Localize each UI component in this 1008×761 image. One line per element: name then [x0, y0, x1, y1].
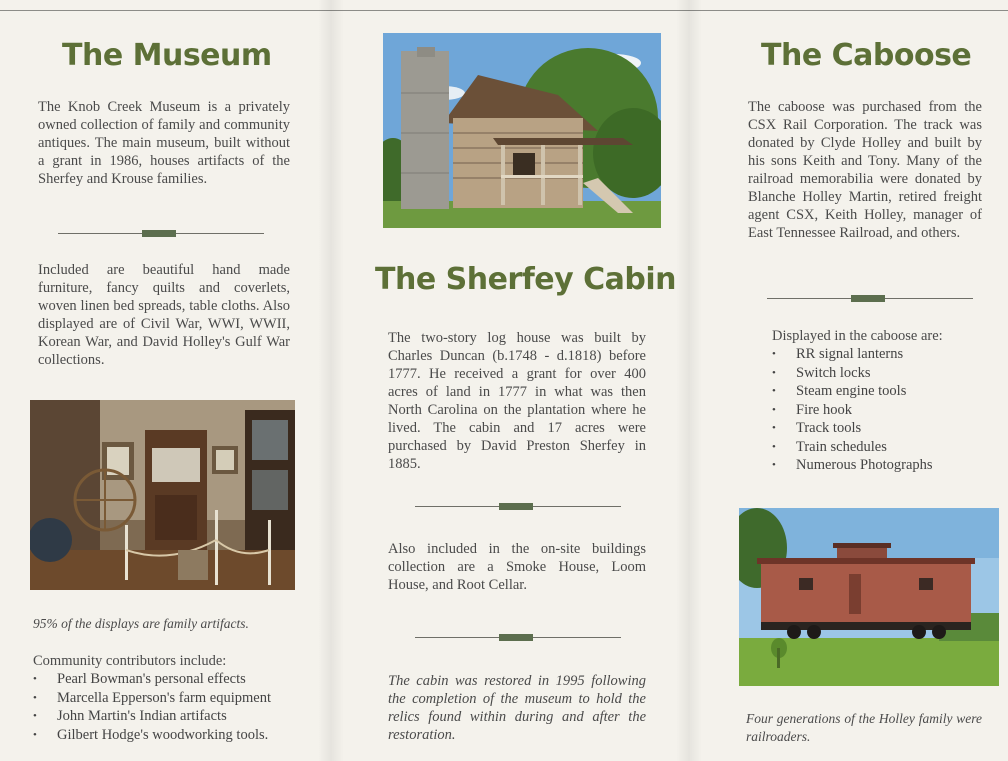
museum-interior-photo — [30, 400, 295, 590]
list-item: • Switch locks — [772, 364, 992, 383]
museum-panel — [0, 0, 330, 761]
museum-collections: Included are beautiful hand made furniture, fancy quilts and coverlets, woven linen bed spreads, table cloths. Also displayed are of Civil War, WWI, WWII, Korean War, and David Holley's Gulf War collections. — [38, 262, 290, 368]
museum-intro: The Knob Creek Museum is a privately owned collection of family and community antiques. The main museum, built without a grant in 1986, houses artifacts of the Sherfey and Krouse families. — [38, 99, 290, 187]
list-item: • Steam engine tools — [772, 382, 992, 401]
cabin-title: The Sherfey Cabin — [375, 262, 676, 297]
list-item: • John Martin's Indian artifacts — [33, 707, 323, 726]
museum-photo-caption: 95% of the displays are family artifacts. — [33, 616, 249, 631]
caboose-photo — [739, 508, 999, 686]
list-item: • Pearl Bowman's personal effects — [33, 670, 323, 689]
caboose-panel — [690, 0, 1008, 761]
list-item: • Gilbert Hodge's woodworking tools. — [33, 726, 323, 745]
list-item: • Fire hook — [772, 401, 992, 420]
contributors-heading: Community contributors include: — [33, 653, 227, 669]
caboose-divider-1 — [767, 298, 973, 299]
list-item: • RR signal lanterns — [772, 345, 992, 364]
list-item: • Numerous Photographs — [772, 456, 992, 475]
caboose-photo-caption: Four generations of the Holley family were railroaders. — [746, 711, 982, 744]
cabin-divider-1 — [415, 506, 621, 507]
caboose-title: The Caboose — [761, 38, 972, 73]
list-item: • Track tools — [772, 419, 992, 438]
list-item: • Marcella Epperson's farm equipment — [33, 689, 323, 708]
caboose-list-heading: Displayed in the caboose are: — [772, 328, 943, 344]
museum-title: The Museum — [62, 38, 272, 73]
contributors-list — [33, 670, 323, 744]
cabin-divider-2 — [415, 637, 621, 638]
cabin-buildings: Also included in the on-site buildings collection are a Smoke House, Loom House, and Root Cellar. — [388, 541, 646, 593]
caboose-items-list — [772, 345, 992, 475]
list-item: • Train schedules — [772, 438, 992, 457]
cabin-restoration: The cabin was restored in 1995 following the completion of the museum to hold the relics found within during and after the restoration. — [388, 673, 646, 743]
museum-divider-1 — [58, 233, 264, 234]
cabin-panel — [330, 0, 690, 761]
sherfey-cabin-photo — [383, 33, 661, 228]
caboose-history: The caboose was purchased from the CSX Rail Corporation. The track was donated by Clyde Holley and built by his sons Keith and Tony. Many of the railroad memorabilia were donated by Blanche Holley Martin, retired freight agent CSX, Keith Holley, manager of East Tennessee Railroad, and others. — [748, 99, 982, 241]
cabin-history: The two-story log house was built by Charles Duncan (b.1748 - d.1818) before 1777. He received a grant for over 400 acres of land in 1777 in what was then North Carolina on the plantation where he lived. The cabin and 17 acres were purchased by David Preston Sherfey in 1885. — [388, 330, 646, 472]
